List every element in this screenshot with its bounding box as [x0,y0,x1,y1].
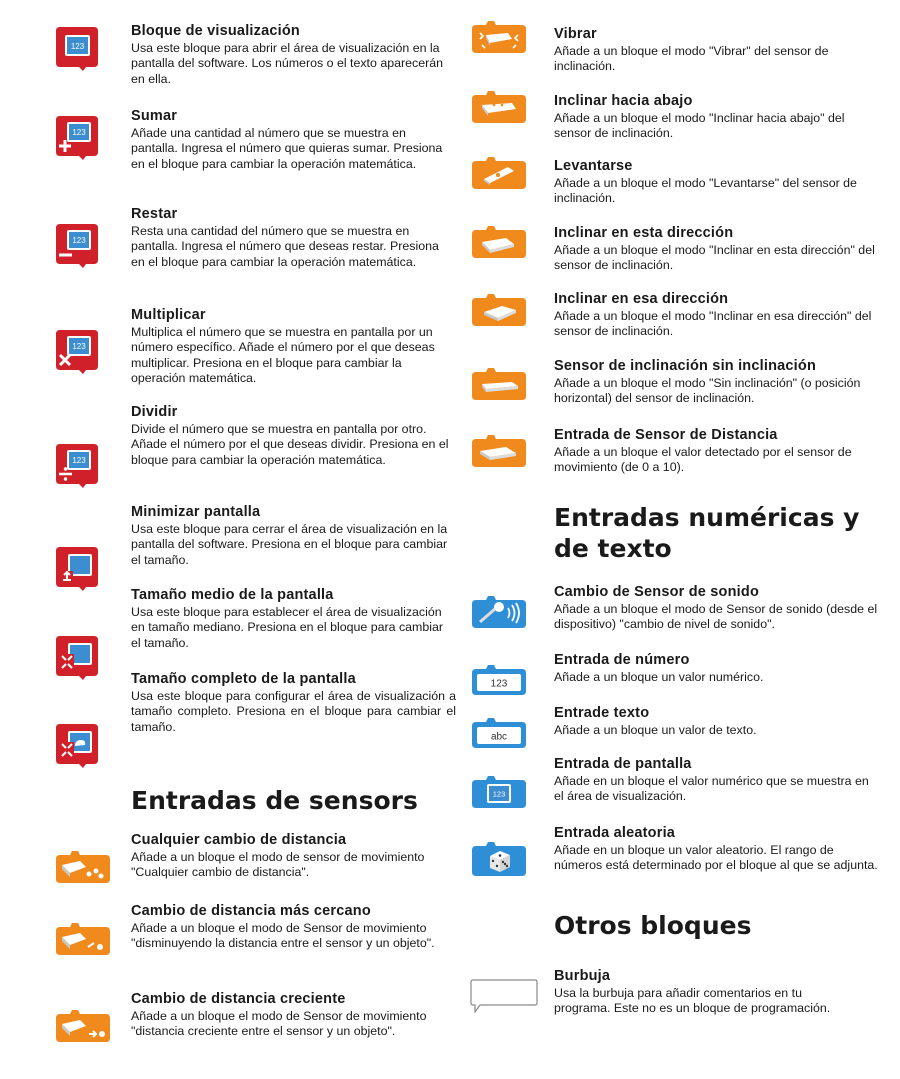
svg-text:123: 123 [70,42,85,51]
entry-title: Cambio de distancia más cercano [131,903,371,919]
entry-description: Añade a un bloque el modo "Inclinar hacia abajo" del sensor de inclinación. [554,111,845,141]
entry-title: Sumar [131,108,178,124]
entry-title: Entrade texto [554,705,650,721]
entry-title: Burbuja [554,968,611,984]
svg-text:123: 123 [492,789,506,799]
entry-title: Sensor de inclinación sin inclinación [554,358,817,374]
section-heading-sensor-inputs: Entradas de sensors [131,786,418,815]
distance-sensor-input-icon [472,435,526,469]
entry-title: Inclinar en esa dirección [554,291,729,307]
entry-description: Añade una cantidad al número que se muestra en pantalla. Ingresa el número que quieras sumar. Presiona en el bloque para cambiar la operación matemática. [131,126,443,171]
motion-sensor-any-icon [56,851,110,885]
display-input-icon [472,776,526,808]
entry-title: Cualquier cambio de distancia [131,832,347,848]
entry-description: Añade a un bloque el valor detectado por el sensor de movimiento (de 0 a 10). [554,445,852,475]
entry-title: Multiplicar [131,307,206,323]
medium-screen-icon [56,636,98,680]
entry-description: Multiplica el número que se muestra en pantalla por un número específico. Añade el número por el que deseas multiplicar. Presiona en el bloque para cambiar la operación matemática. [131,325,435,385]
multiply-block-icon [56,330,98,374]
subtract-block-icon [56,224,98,268]
motion-sensor-closer-icon [56,923,110,957]
add-block-icon [56,116,98,160]
svg-text:abc: abc [490,731,508,743]
entry-description: Usa la burbuja para añadir comentarios en tu programa. Este no es un bloque de programación. [554,986,831,1016]
svg-text:123: 123 [72,128,86,137]
motion-sensor-further-icon [56,1010,110,1044]
entry-description: Añade a un bloque el modo "Vibrar" del sensor de inclinación. [554,44,829,74]
entry-title: Tamaño medio de la pantalla [131,587,334,603]
entry-description: Resta una cantidad del número que se muestra en pantalla. Ingresa el número que deseas restar. Presiona en el bloque para cambiar la operación matemática. [131,224,439,269]
entry-title: Cambio de Sensor de sonido [554,584,760,600]
entry-title: Bloque de visualización [131,23,300,39]
entry-description: Añade a un bloque el modo de sensor de movimiento "Cualquier cambio de distancia". [131,850,425,880]
tilt-that-way-icon [472,294,526,328]
entry-description: Añade a un bloque el modo de Sensor de movimiento "distancia creciente entre el sensor y un objeto". [131,1009,427,1039]
entry-title: Vibrar [554,26,597,42]
entry-title: Entrada de Sensor de Distancia [554,427,778,443]
entry-title: Levantarse [554,158,633,174]
entry-description: Añade en un bloque un valor aleatorio. El rango de números está determinado por el bloque al que se adjunta. [554,843,878,873]
entry-title: Minimizar pantalla [131,504,261,520]
comment-bubble-icon [470,979,538,1013]
entry-description: Añade a un bloque el modo "Levantarse" del sensor de inclinación. [554,176,857,206]
entry-title: Entrada de número [554,652,690,668]
display-block-icon [56,27,98,71]
entry-title: Entrada aleatoria [554,825,676,841]
entry-description: Usa este bloque para abrir el área de visualización en la pantalla del software. Los números o el texto aparecerán en ella. [131,41,444,86]
entry-description: Añade a un bloque el modo "Inclinar en esta dirección" del sensor de inclinación. [554,243,875,273]
entry-description: Usa este bloque para configurar el área de visualización a tamaño completo. Presiona en el bloque para cambiar el tamaño. [131,689,456,734]
sound-sensor-icon [472,596,526,628]
entry-title: Dividir [131,404,178,420]
entry-description: Añade a un bloque un valor de texto. [554,723,757,737]
divide-block-icon [56,444,98,488]
entry-description: Usa este bloque para cerrar el área de visualización en la pantalla del software. Presiona en el bloque para cambiar el tamaño. [131,522,448,567]
entry-title: Inclinar en esta dirección [554,225,734,241]
tilt-none-icon [472,368,526,402]
entry-title: Inclinar hacia abajo [554,93,693,109]
entry-description: Añade a un bloque el modo de Sensor de sonido (desde el dispositivo) "cambio de nivel de sonido". [554,602,878,632]
text-input-icon [472,718,526,748]
minimize-screen-icon [56,547,98,591]
entry-description: Divide el número que se muestra en pantalla por otro. Añade el número por el que deseas dividir. Presiona en el bloque para cambiar la operación matemática. [131,422,449,467]
entry-description: Usa este bloque para establecer el área de visualización en tamaño mediano. Presiona en el bloque para cambiar el tamaño. [131,605,444,650]
entry-title: Cambio de distancia creciente [131,991,346,1007]
entry-title: Tamaño completo de la pantalla [131,671,356,687]
svg-text:123: 123 [72,456,86,465]
tilt-down-icon [472,91,526,125]
svg-text:123: 123 [72,236,86,245]
section-heading-other-blocks: Otros bloques [554,911,752,940]
entry-description: Añade a un bloque un valor numérico. [554,670,764,684]
random-input-icon [472,842,526,876]
full-screen-icon [56,724,98,768]
svg-text:123: 123 [72,342,86,351]
entry-description: Añade a un bloque el modo "Sin inclinación" (o posición horizontal) del sensor de inclinación. [554,376,861,406]
tilt-shake-icon [472,21,526,55]
svg-text:123: 123 [490,678,508,690]
tilt-up-icon [472,157,526,191]
entry-title: Entrada de pantalla [554,756,692,772]
entry-title: Restar [131,206,178,222]
entry-description: Añade a un bloque el modo "Inclinar en esa dirección" del sensor de inclinación. [554,309,872,339]
entry-description: Añade a un bloque el modo de Sensor de movimiento "disminuyendo la distancia entre el sensor y un objeto". [131,921,435,951]
number-input-icon [472,665,526,695]
tilt-this-way-icon [472,226,526,260]
entry-description: Añade en un bloque el valor numérico que se muestra en el área de visualización. [554,774,869,804]
section-heading-number-text-inputs: Entradas numéricas y de texto [554,503,860,563]
